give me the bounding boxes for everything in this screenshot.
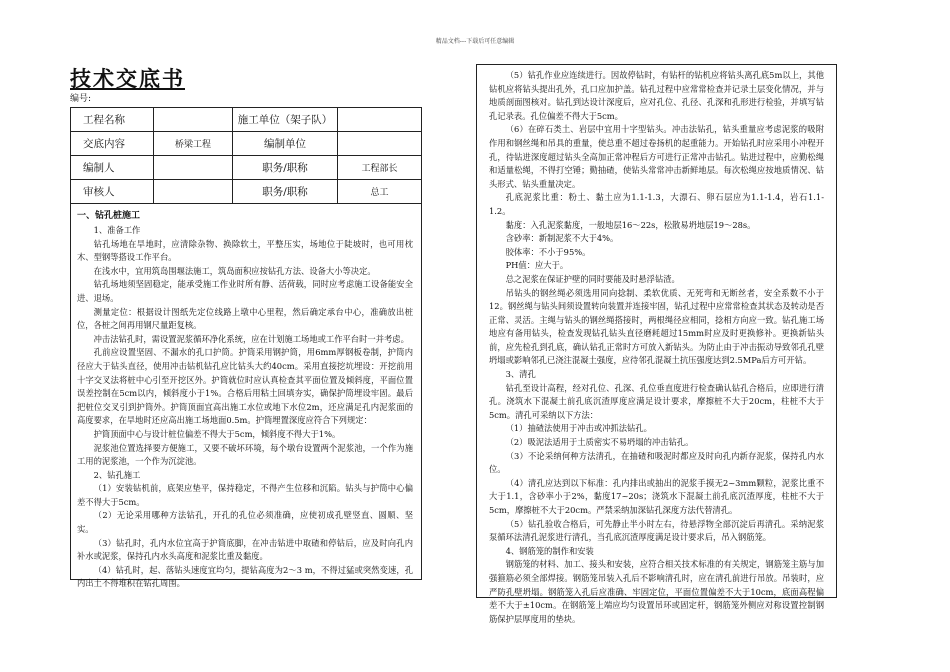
paragraph: （5）钻孔验收合格后，可先静止半小时左右，待悬浮物全部沉淀后再清孔。采纳泥浆泵循环法清孔泥浆进行清孔，当孔底沉渣厚度满足设计要求后，吊入钢筋笼。: [489, 518, 824, 543]
left-content-box: [70, 204, 422, 589]
info-row-project: [71, 108, 422, 132]
position-value-1: 工程部长: [338, 156, 422, 180]
document-title: 技术交底书: [70, 66, 185, 91]
info-row-compiler: [71, 156, 422, 180]
left-paragraphs: [71, 224, 421, 591]
serial-number-label: 编号:: [70, 94, 92, 104]
paragraph: 总之泥浆在保证护壁的同时要能及时悬浮钻渣。: [505, 273, 680, 284]
right-content-box: [476, 64, 837, 624]
construction-unit-value: [338, 108, 422, 132]
paragraph: 孔底泥浆比重：粉土、黏土应为1.1-1.3，大漂石、卵石层应为1.1-1.4，岩石1.1-1.2。: [489, 192, 824, 216]
paragraph: （4）钻孔时，起、落钻头速度宜均匀，提钻高度为2～3 m，不得过猛或突然变速，孔内出土不得堆积在钻孔周围。: [77, 564, 413, 589]
info-row-reviewer: [71, 180, 422, 204]
info-table: [70, 107, 422, 204]
paragraph: 4、钢筋笼的制作和安装: [505, 545, 594, 556]
paragraph: PH值：应大于。: [505, 260, 569, 271]
header-note: 精品文档---下载后可任意编辑: [435, 38, 515, 45]
position-label-2: 职务/职称: [233, 180, 338, 204]
content-label: 交底内容: [71, 132, 154, 156]
construction-unit-label: 施工单位（架子队）: [233, 108, 338, 132]
reviewer-value: [154, 180, 233, 204]
paragraph: （1）安装钻机前，底架应垫平，保持稳定，不得产生位移和沉陷。钻头与护筒中心偏差不得大于5cm。: [77, 483, 413, 507]
position-label-1: 职务/职称: [233, 156, 338, 180]
paragraph: （6）在碎石类土、岩层中宜用十字型钻头。冲击法钻孔，钻头重量应考虑泥浆的吸附作用和钢丝绳和吊具的重量，使总重不超过卷扬机的起重能力。开始钻孔时应采用小冲程开孔，待钻进深度超过钻头全高加正常冲程后方可进行正常冲击钻孔。钻进过程中，应勤松绳和适量松绳，不得打空锤；勤抽碴，使钻头常常冲击新鲜地层。每次松绳应按地质情况、钻头形式、钻头重量决定。: [489, 124, 824, 189]
paragraph: （3）钻孔时，孔内水位宜高于护筒底脚，在冲击钻进中取碴和停钻后，应及时向孔内补水或泥浆，保持孔内水头高度和泥浆比重及黏度。: [77, 537, 413, 562]
paragraph: （1）抽碴法使用于冲击或冲抓法钻孔。: [505, 423, 652, 434]
paragraph: 钻孔场地在旱地时，应清除杂物、换除软土，平整压实，场地位于陡坡时，也可用枕木、型钢等搭设工作平台。: [77, 238, 413, 263]
compiler-unit-label: 编制单位: [233, 132, 338, 156]
paragraph: 钻孔至设计高程，经对孔位、孔深、孔位垂直度进行检查确认钻孔合格后，应即进行清孔。浇筑水下混凝土前孔底沉渣厚度应满足设计要求，摩擦桩不大于20cm，柱桩不大于5cm。清孔可采纳以下方法：: [489, 382, 824, 420]
paragraph: 吊钻头的钢丝绳必须选用同向捻制、柔软优质、无死弯和无断丝者，安全系数不小于12。钢丝绳与钻头间须设置转向装置并连接牢固，钻孔过程中应常常检查其状态及转动是否正常、灵活。主绳与钻头的钢丝绳搭接时，两根绳径应相同，捻相方向应一致。钻孔施工场地应有备用钻头，检查发现钻孔钻头直径磨耗超过15mm时应及时更换修补。更换新钻头前，应先检孔到孔底，确认钻孔正常时方可放入新钻头。为防止由于冲击振动导致邻孔孔壁坍塌或影响邻孔已浇注混凝土强度，应待邻孔混凝土抗压强度达到2.5MPa后方可开钻。: [489, 287, 824, 366]
right-paragraphs: [483, 69, 830, 626]
paragraph: 含砂率：新制泥浆不大于4%。: [505, 233, 619, 244]
paragraph: 测量定位：根据设计图纸先定位线路上墩中心里程，然后确定承台中心，准确放出桩位，各桩之间再用钢尺量距复核。: [77, 306, 413, 331]
paragraph: （5）钻孔作业应连续进行。因故停钻时，有钻杆的钻机应将钻头离孔底5m以上，其他钻机应将钻头提出孔外，孔口应加护盖。钻孔过程中应常常检查并记录土层变化情况，并与地质剖面图核对。钻孔到达设计深度后，应对孔位、孔径、孔深和孔形进行检验，并填写钻孔记录表。孔位偏差不得大于5cm。: [489, 70, 824, 121]
paragraph: 胶体率：不小于95%。: [505, 246, 591, 257]
paragraph: 护筒顶面中心与设计桩位偏差不得大于5cm，倾斜度不得大于1%。: [93, 428, 341, 439]
compiler-unit-value: [338, 132, 422, 156]
paragraph: （2）无论采用哪种方法钻孔，开孔的孔位必须准确，应使初成孔壁竖直、圆顺、坚实。: [77, 510, 413, 535]
paragraph: 黏度：入孔泥浆黏度，一般地层16～22s，松散易坍地层19～28s。: [505, 219, 756, 230]
paragraph: 冲击法钻孔时，需设置泥浆循环净化系统，应在计划施工场地或工作平台时一并考虑。: [93, 333, 409, 344]
position-value-2: 总工: [338, 180, 422, 204]
paragraph: 1、准备工作: [93, 225, 141, 235]
compiler-value: [154, 156, 233, 180]
paragraph: 在浅水中，宜用筑岛围堰法施工，筑岛面积应按钻孔方法、设备大小等决定。: [93, 265, 376, 276]
paragraph: （2）吸泥法适用于土质密实不易坍塌的冲击钻孔。: [505, 437, 694, 448]
compiler-label: 编制人: [71, 156, 154, 180]
paragraph: 3、清孔: [505, 369, 536, 380]
paragraph: 钻孔场地须坚固稳定，能承受施工作业时所有静、活荷载，同时应考虑施工设备能安全进、退场。: [77, 279, 413, 303]
paragraph: 2、钻孔施工: [93, 469, 141, 480]
paragraph: 孔前应设置坚固、不漏水的孔口护筒。护筒采用钢护筒，用6mm厚钢板卷制，护筒内径应大于钻头直径，使用冲击钻机钻孔应比钻头大约40cm。采用直接挖坑埋设：开挖前用十字交叉法将桩中心引至开挖区外。护筒就位时应认真检查其平面位置及倾斜度，平面位置误差控制在5cm以内，倾斜度小于1%。合格后用粘土回填夯实，确保护筒埋设牢固。最后把桩位交叉引到护筒外。护筒顶面宜高出施工水位或地下水位2m，还应满足孔内泥浆面的高度要求，在旱地时还应高出施工场地面0.5m。护筒埋置深度应符合下列规定：: [77, 347, 413, 426]
info-row-content: [71, 132, 422, 156]
left-page: [70, 64, 422, 589]
paragraph: 钢筋笼的材料、加工、接头和安装，应符合相关技术标准的有关规定，钢筋笼主筋与加强箍筋必须全部焊接。钢筋笼吊装入孔后不影响清孔时，应在清孔前进行吊放。吊装时，应严防孔壁坍塌。钢筋笼入孔后应准确、牢固定位，平面位置偏差不大于10cm，底面高程偏差不大于±10cm。在钢筋笼上端应均匀设置吊环或固定杆，钢筋笼外侧应对称设置控制钢筋保护层厚度用的垫块。: [489, 559, 824, 624]
content-value: 桥梁工程: [154, 132, 233, 156]
paragraph: 泥浆池位置选择要方便施工，又要不破坏环境，每个墩台设置两个泥浆池，一个作为施工用的泥浆池，一个作为沉淀池。: [77, 442, 413, 467]
paragraph: （4）清孔应达到以下标准：孔内排出或抽出的泥浆手摸无2~3mm颗粒，泥浆比重不大于1.1，含砂率小于2%，黏度17~20s；浇筑水下混凝土前孔底沉渣厚度，柱桩不大于5cm，摩擦桩不大于20cm。严禁采纳加深钻孔深度方法代替清孔。: [489, 477, 824, 515]
section-heading: 一、钻孔桩施工: [77, 211, 141, 221]
project-name-label: 工程名称: [71, 108, 154, 132]
paragraph: （3）不论采纳何种方法清孔，在抽碴和吸泥时都应及时向孔内新存泥浆，保持孔内水位。: [489, 450, 824, 475]
project-name-value: [154, 108, 233, 132]
reviewer-label: 审核人: [71, 180, 154, 204]
